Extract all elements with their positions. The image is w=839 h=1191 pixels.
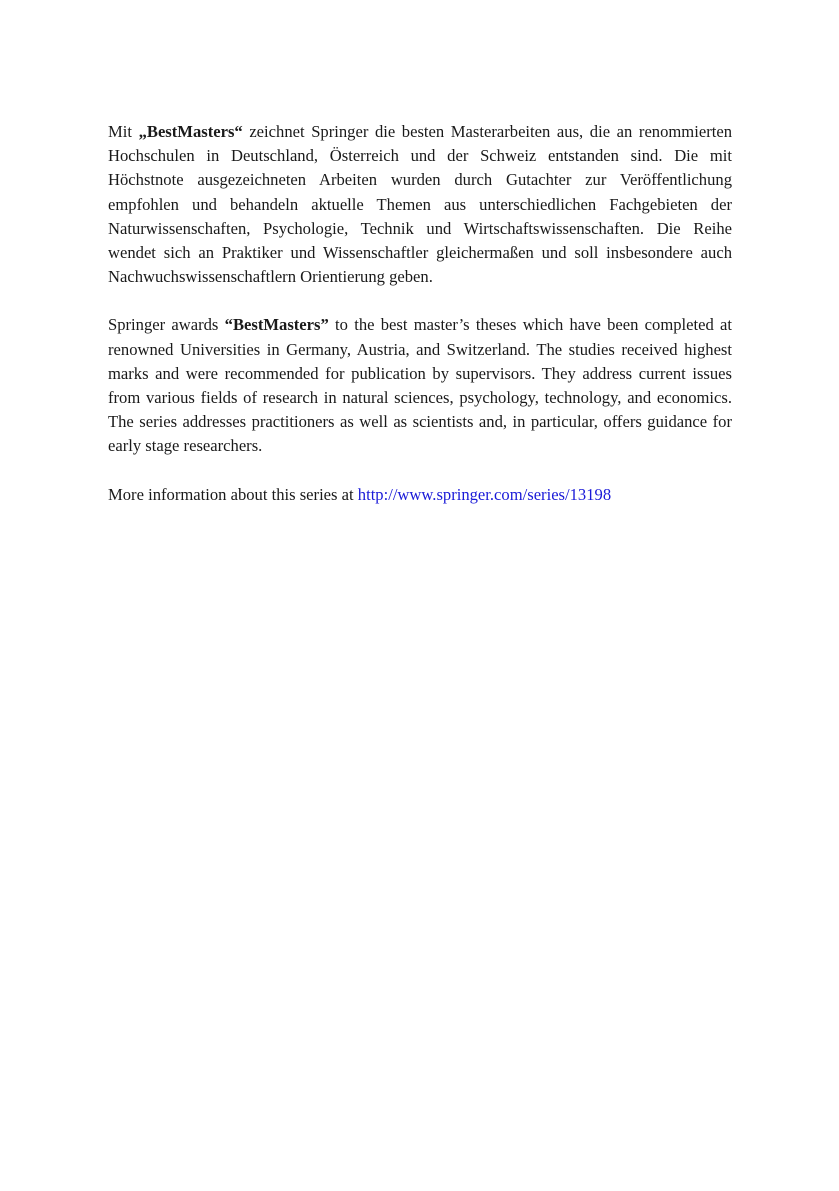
series-description-page — [108, 120, 732, 507]
english-series-name: “BestMasters” — [224, 315, 329, 335]
german-intro: Mit — [108, 122, 139, 141]
series-link[interactable]: http://www.springer.com/series/13198 — [357, 484, 612, 504]
german-paragraph — [108, 120, 732, 289]
english-intro: Springer awards — [108, 315, 225, 335]
more-info-line — [108, 483, 732, 507]
more-info-text: More information about this series at — [108, 484, 358, 504]
german-body-text: zeichnet Springer die besten Masterarbeiten aus, die an renommierten Hochschulen in Deutschland, Österreich und der Schweiz entstanden sind. Die mit Höchstnote ausgezeichneten Arbeiten wurden durch Gutachter zur Veröffentlichung empfohlen und behandeln aktuelle Themen aus unterschiedlichen Fachgebieten der Naturwissenschaften, Psychologie, Technik und Wirtschaftswissenschaften. Die Reihe wendet sich an Praktiker und Wissenschaftler gleichermaßen und soll insbesondere auch Nachwuchswissenschaftlern Orientierung geben. — [108, 122, 732, 287]
english-body-text: to the best master’s theses which have been completed at renowned Universities in Germany, Austria, and Switzerland. The studies received highest marks and were recommended for publication by supervisors. They address current issues from various fields of research in natural sciences, psychology, technology, and economics. The series addresses practitioners as well as scientists and, in particular, offers guidance for early stage researchers. — [108, 315, 733, 456]
german-series-name: „BestMasters“ — [138, 122, 243, 141]
english-paragraph — [108, 313, 732, 458]
